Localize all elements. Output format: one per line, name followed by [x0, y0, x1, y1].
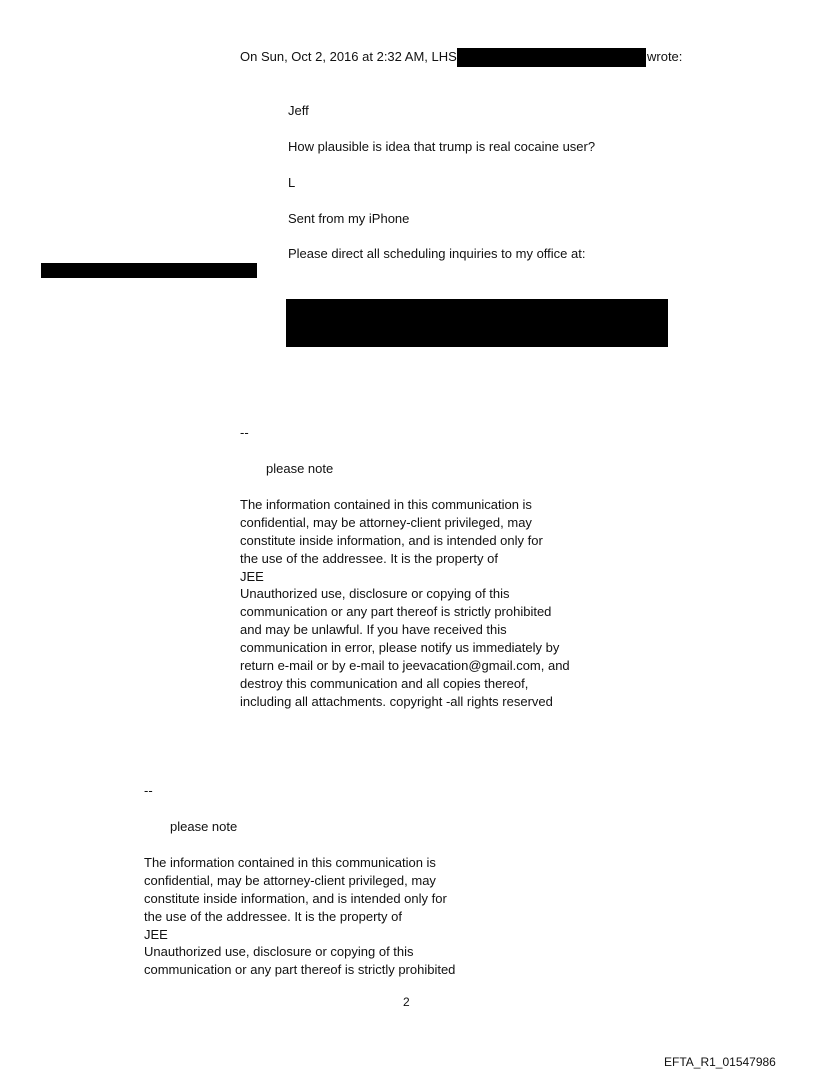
document-id: EFTA_R1_01547986 — [664, 1055, 776, 1069]
message-signoff: L — [288, 175, 296, 190]
email-header-suffix: wrote: — [647, 49, 683, 64]
please-note-2: please note — [170, 819, 238, 834]
separator-2: -- — [144, 783, 153, 798]
message-greeting: Jeff — [288, 103, 309, 118]
disclaimer-1-line: the use of the addressee. It is the property of — [240, 550, 498, 566]
disclaimer-1-line: constitute inside information, and is intended only for — [240, 532, 543, 548]
page-number: 2 — [403, 995, 410, 1009]
message-sent-from: Sent from my iPhone — [288, 211, 410, 226]
disclaimer-2-line: confidential, may be attorney-client privileged, may — [144, 872, 436, 888]
disclaimer-1-line: including all attachments. copyright -all rights reserved — [240, 693, 553, 709]
disclaimer-1-line: The information contained in this communication is — [240, 497, 532, 512]
disclaimer-1-line: communication or any part thereof is strictly prohibited — [240, 604, 552, 620]
disclaimer-1-line: JEE — [240, 568, 264, 584]
redaction-sender-email — [457, 48, 646, 67]
disclaimer-1-line: destroy this communication and all copies thereof, — [240, 675, 529, 691]
disclaimer-2-line: constitute inside information, and is intended only for — [144, 890, 447, 906]
disclaimer-2-line: Unauthorized use, disclosure or copying of this — [144, 944, 414, 960]
disclaimer-1-line: confidential, may be attorney-client privileged, may — [240, 514, 532, 530]
please-note-1: please note — [266, 461, 334, 476]
disclaimer-2-line: the use of the addressee. It is the property of — [144, 908, 402, 924]
redaction-left-bar — [41, 263, 257, 278]
disclaimer-1-line: return e-mail or by e-mail to jeevacation@gmail.com, and — [240, 658, 570, 674]
message-scheduling: Please direct all scheduling inquiries to my office at: — [288, 246, 586, 261]
disclaimer-2-line: JEE — [144, 926, 168, 942]
disclaimer-1-body — [240, 496, 570, 711]
disclaimer-1-line: and may be unlawful. If you have received this — [240, 622, 507, 638]
redaction-office-block — [286, 299, 668, 347]
disclaimer-2-line: communication or any part thereof is strictly prohibited — [144, 962, 456, 978]
separator-1: -- — [240, 425, 249, 440]
message-question: How plausible is idea that trump is real cocaine user? — [288, 139, 596, 154]
email-header-prefix: On Sun, Oct 2, 2016 at 2:32 AM, LHS — [240, 49, 457, 64]
disclaimer-2-body — [144, 854, 455, 979]
disclaimer-1-line: communication in error, please notify us immediately by — [240, 640, 560, 656]
disclaimer-1-line: Unauthorized use, disclosure or copying of this — [240, 586, 510, 602]
disclaimer-2-line: The information contained in this communication is — [144, 855, 436, 870]
